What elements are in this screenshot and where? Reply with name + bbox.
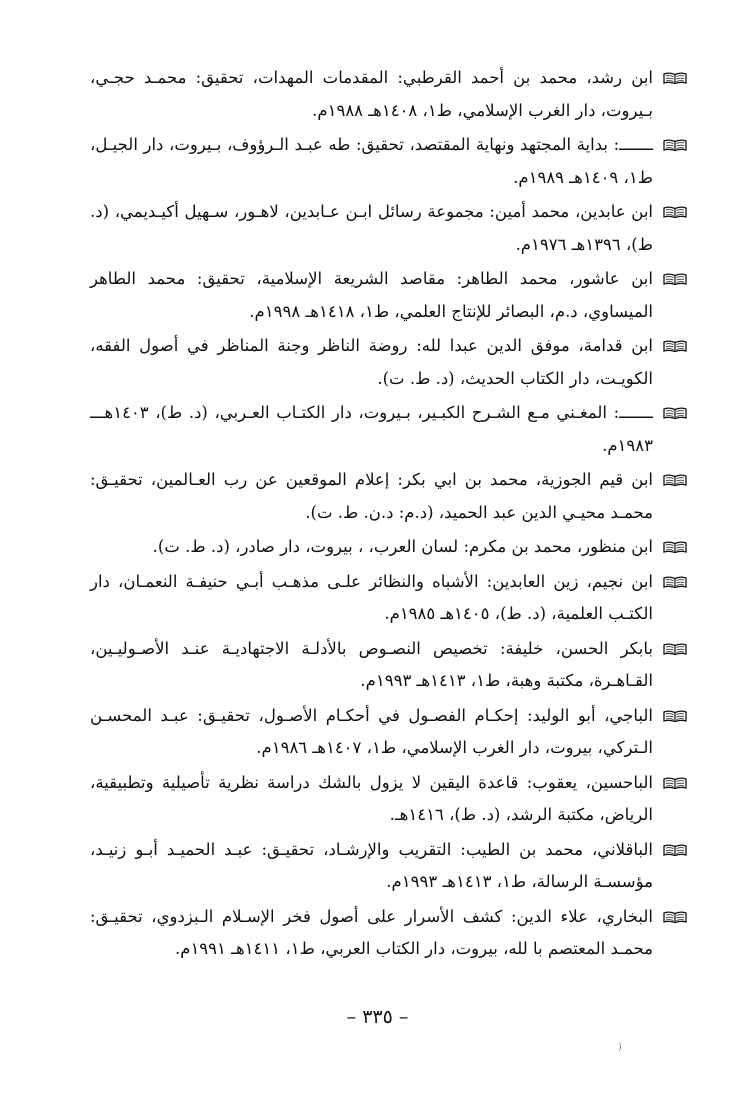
bibliography-entry <box>90 464 687 529</box>
open-book-icon <box>663 71 687 85</box>
bibliography-entry <box>90 901 687 966</box>
entry-text: ابن عابدين، محمد أمين: مجموعة رسائل ابـن عـابدين، لاهـور، سـهيل أكيـديمي، (د. ط)، ۱۳۹٦هـ ۱۹۷٦م. <box>90 202 653 254</box>
entry-text: ابن عاشور، محمد الطاهر: مقاصد الشريعة الإسلامية، تحقيق: محمد الطاهر الميساوي، د.م، البصائر للإنتاج العلمي، ط۱، ۱٤۱۸هـ ۱۹۹۸م. <box>90 269 653 321</box>
bibliography-entry <box>90 767 687 832</box>
entry-text: الباقلاني، محمد بن الطيب: التقريب والإرشـاد، تحقيـق: عبـد الحميـد أبـو زنيـد، مؤسسـة الرسالة، ط۱، ۱٤۱۳هـ ۱۹۹۳م. <box>90 839 653 891</box>
open-book-icon <box>663 272 687 286</box>
entry-text: ـــــــ: المغـني مـع الشـرح الكبـير، بـيروت، دار الكتـاب العـربي، (د. ط)، ۱٤۰۳هـــ ۱۹۸۳م. <box>90 403 653 455</box>
bibliography-entry <box>90 834 687 899</box>
bibliography-entry <box>90 62 687 127</box>
bibliography-entry <box>90 566 687 631</box>
open-book-icon <box>663 843 687 857</box>
entry-text: ابن نجيم، زين العابدين: الأشباه والنظائر علـى مذهـب أبـي حنيفـة النعمـان، دار الكتـب العلمية، (د. ط)، ۱٤۰٥هـ ۱۹۸٥م. <box>90 571 653 623</box>
entry-text: بابكر الحسن، خليفة: تخصيص النصـوص بالأدلـة الاجتهاديـة عنـد الأصـوليـين، القـاهـرة، مكتبة وهبة، ط۱، ۱٤۱۳هـ ۱۹۹۳م. <box>90 638 653 690</box>
open-book-icon <box>663 406 687 420</box>
entry-text: ابن رشد، محمد بن أحمد القرطبي: المقدمات المهدات، تحقيق: محمـد حجـي، بـيروت، دار الغرب الإسلامي، ط۱، ۱٤۰۸هـ ۱۹۸۸م. <box>90 68 653 120</box>
bibliography-entry <box>90 263 687 328</box>
entry-text: ابن منظور، محمد بن مكرم: لسان العرب، ، بيروت، دار صادر، (د. ط. ت). <box>152 537 653 556</box>
open-book-icon <box>663 709 687 723</box>
bibliography-entry <box>90 196 687 261</box>
bibliography-entry <box>90 633 687 698</box>
open-book-icon <box>663 910 687 924</box>
page-number: – ۳۳٥ – <box>346 1006 409 1028</box>
entry-text: ابن قدامة، موفق الدين عبدا لله: روضة الناظر وجنة المناظر في أصول الفقه، الكويـت، دار الكتاب الحديث، (د. ط. ت). <box>90 336 653 388</box>
open-book-icon <box>663 642 687 656</box>
open-book-icon <box>663 473 687 487</box>
open-book-icon <box>663 575 687 589</box>
entry-text: ـــــــ: بداية المجتهد ونهاية المقتصد، تحقيق: طه عبـد الـرؤوف، بـيروت، دار الجيـل، ط۱، ۱٤۰۹هـ ۱۹۸۹م. <box>90 135 653 187</box>
bibliography-entry <box>90 700 687 765</box>
open-book-icon <box>663 205 687 219</box>
open-book-icon <box>663 540 687 554</box>
open-book-icon <box>663 339 687 353</box>
bibliography-list <box>90 62 687 968</box>
scan-mark: ) <box>618 1042 622 1053</box>
bibliography-entry <box>90 397 687 462</box>
bibliography-entry <box>90 531 687 564</box>
open-book-icon <box>663 138 687 152</box>
open-book-icon <box>663 776 687 790</box>
bibliography-entry <box>90 330 687 395</box>
bibliography-entry <box>90 129 687 194</box>
entry-text: ابن قيم الجوزية، محمد بن ابي بكر: إعلام الموقعين عن رب العـالمين، تحقيـق: محمـد محيـي الدين عبد الحميد، (د.م: د.ن. ط. ت). <box>90 470 653 522</box>
entry-text: الباحسين، يعقوب: قاعدة اليقين لا يزول بالشك دراسة نظرية تأصيلية وتطبيقية، الرياض، مكتبة الرشد، (د. ط)، ۱٤۱٦هـ. <box>90 772 653 824</box>
entry-text: الباجي، أبو الوليد: إحكـام الفصـول في أحكـام الأصـول، تحقيـق: عبـد المحسـن الـتركي، بيروت، دار الغرب الإسلامي، ط۱، ۱٤۰۷هـ ۱۹۸٦م. <box>90 705 653 757</box>
entry-text: البخاري، علاء الدين: كشف الأسرار على أصول فخر الإسـلام الـبزدوي، تحقيـق: محمـد المعتصم با لله، بيروت، دار الكتاب العربي، ط۱، ۱٤۱۱هـ ۱۹۹۱م. <box>90 906 653 958</box>
